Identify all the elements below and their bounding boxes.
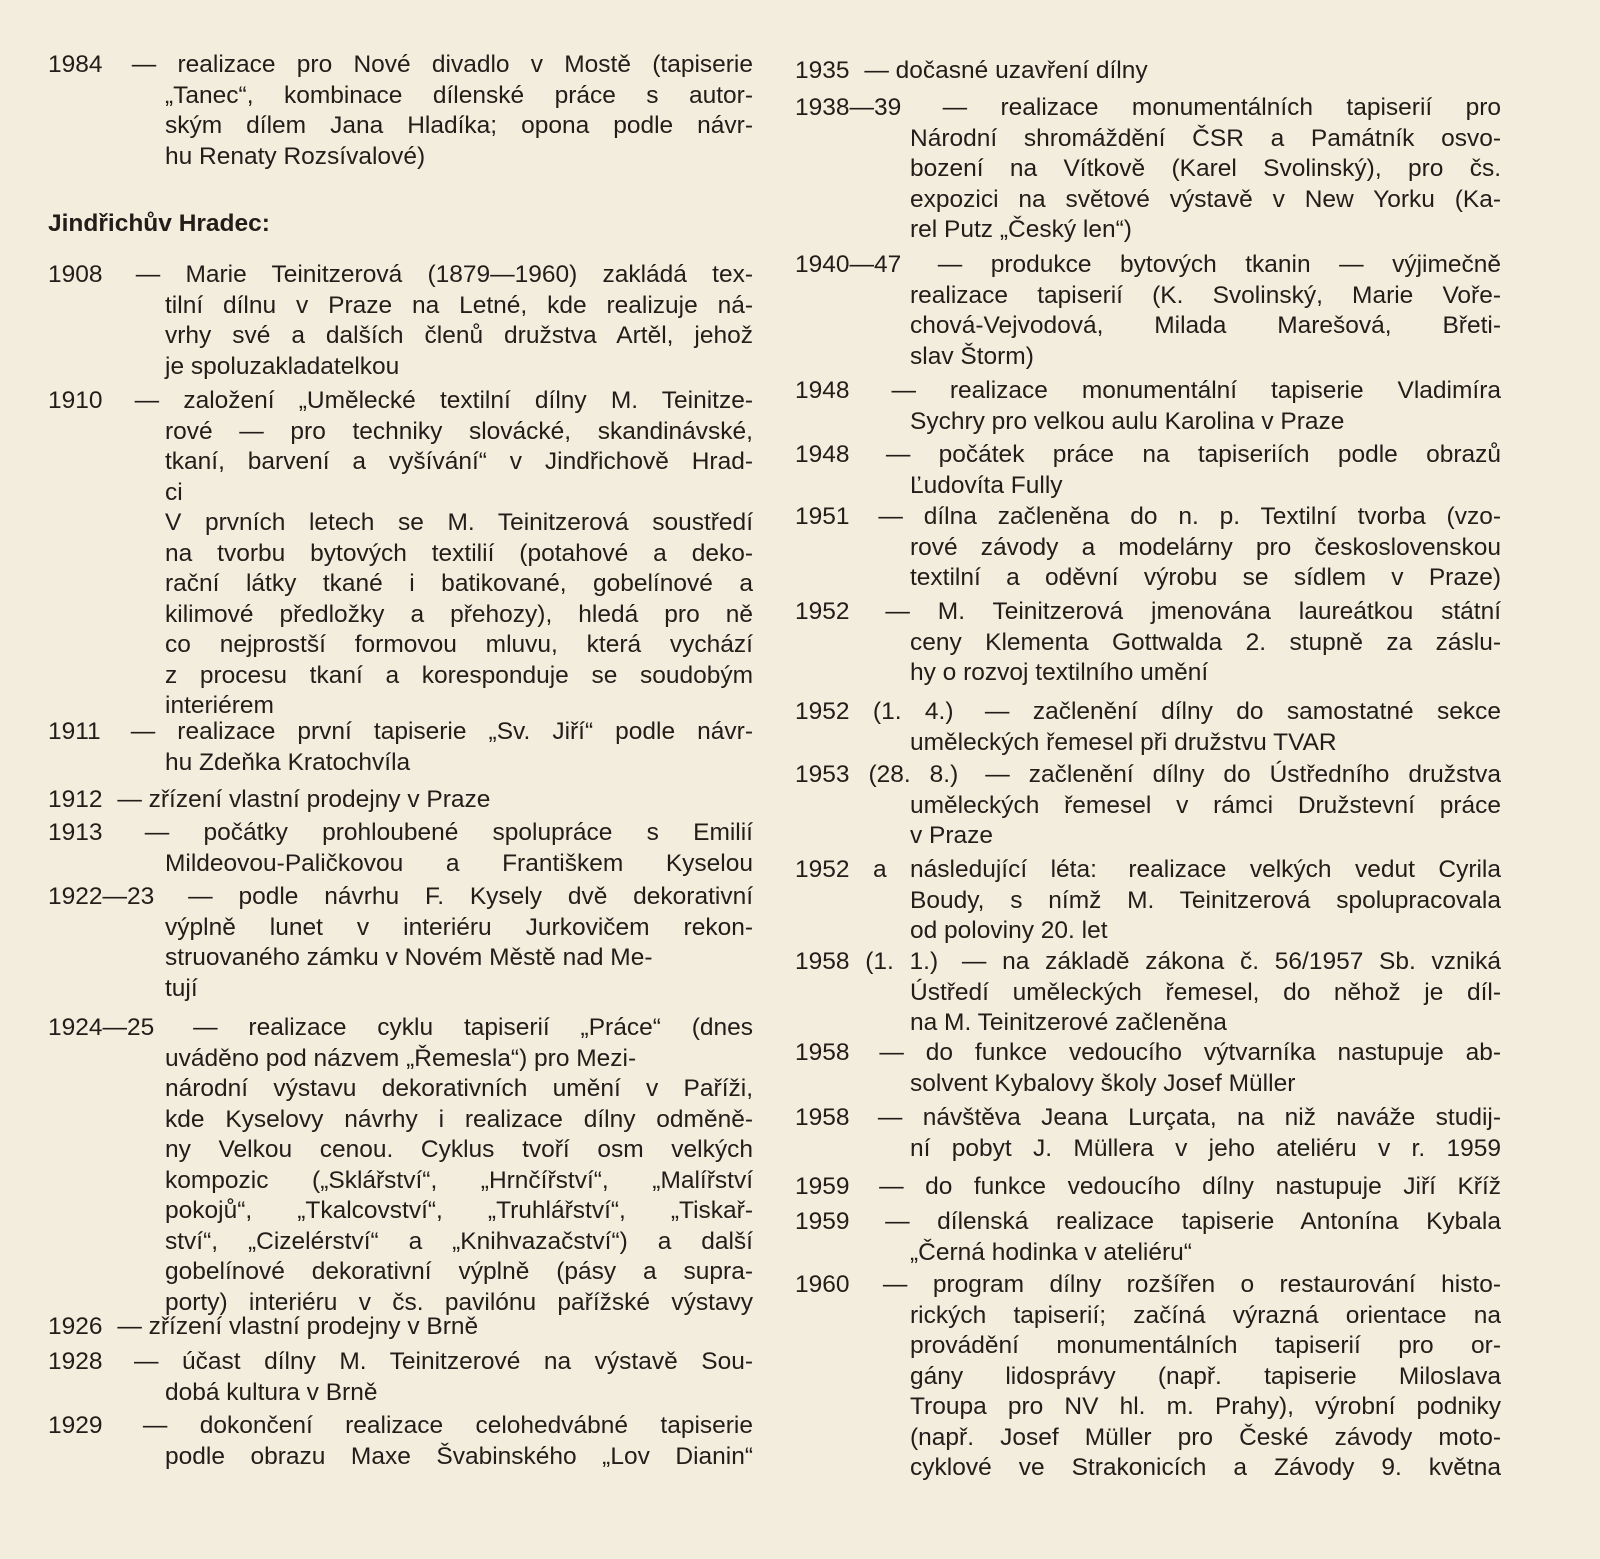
entry-text-line: uměleckých řemesel při družstvu TVAR (910, 728, 1337, 756)
entry-year: 1948 (795, 377, 850, 404)
chronology-entry (795, 1207, 1501, 1268)
entry-first-line (795, 697, 1501, 728)
entry-text-line: uváděno pod názvem „Řemesla“) pro Mezi- (165, 1044, 637, 1072)
chronology-entry (48, 785, 753, 816)
entry-year: 1952 a následující léta: (795, 856, 1097, 883)
entry-text-line: textilní a oděvní výrobu se sídlem v Praze) (910, 564, 1501, 591)
entry-year: 1960 (795, 1271, 850, 1298)
entry-year: 1952 (1. 4.) (795, 698, 954, 725)
entry-first-line (795, 597, 1501, 628)
entry-first-line (795, 56, 1501, 87)
entry-text: — M. Teinitzerová jmenována laureátkou státní (885, 598, 1502, 625)
entry-first-line (48, 1411, 753, 1442)
entry-text-line: hu Zdeňka Kratochvíla (165, 748, 411, 776)
entry-text-line: porty) interiéru v čs. pavilónu pařížské výstavy (165, 1288, 753, 1316)
entry-text-line: Boudy, s nímž M. Teinitzerová spolupracovala (910, 886, 1501, 914)
entry-text: — podle návrhu F. Kysely dvě dekorativní (188, 883, 754, 910)
entry-first-line (48, 1013, 753, 1044)
chronology-entry (795, 440, 1501, 501)
chronology-entry (795, 1270, 1501, 1484)
chronology-entry (48, 50, 753, 172)
entry-text: — účast dílny M. Teinitzerové na výstavě Sou- (134, 1348, 753, 1375)
entry-text-line: expozici na světové výstavě v New Yorku (Ka- (910, 185, 1501, 213)
entry-first-line (795, 93, 1501, 124)
entry-text: — počátek práce na tapiseriích podle obrazů (885, 441, 1501, 468)
entry-text-line: ceny Klementa Gottwalda 2. stupně za záslu- (910, 628, 1501, 656)
chronology-entry (48, 260, 753, 382)
chronology-entry (795, 760, 1501, 852)
entry-text: — program dílny rozšířen o restaurování histo- (882, 1271, 1502, 1298)
entry-text-line: rických tapiserií; začíná výrazná orientace na (910, 1301, 1501, 1329)
entry-first-line (48, 386, 753, 417)
entry-text-line: Ľudovíta Fully (910, 471, 1063, 499)
entry-year: 1926 (48, 1313, 103, 1340)
chronology-entry (48, 818, 753, 879)
entry-text-line: provádění monumentálních tapiserií pro or- (910, 1332, 1501, 1359)
entry-text: — na základě zákona č. 56/1957 Sb. vzniká (961, 948, 1501, 975)
chronology-entry (795, 1172, 1501, 1203)
entry-text-line: dobá kultura v Brně (165, 1378, 378, 1406)
entry-text-line: bození na Vítkově (Karel Svolinský), pro čs. (910, 155, 1501, 182)
entry-text-line: chová-Vejvodová, Milada Marešová, Břeti- (910, 312, 1501, 339)
entry-text: — založení „Umělecké textilní dílny M. Teinitze- (134, 387, 753, 414)
entry-text-line: uměleckých řemesel v rámci Družstevní práce (910, 791, 1501, 819)
entry-text-line: Národní shromáždění ČSR a Památník osvo- (910, 124, 1501, 152)
entry-year: 1952 (795, 598, 850, 625)
entry-text-line: od poloviny 20. let (910, 917, 1108, 944)
entry-year: 1911 (48, 718, 101, 745)
entry-text-line: vrhy své a dalších členů družstva Artěl, jehož (165, 322, 753, 349)
entry-text-line: národní výstavu dekorativních umění v Paříži, (165, 1075, 753, 1102)
entry-text-line: hu Renaty Rozsívalové) (165, 142, 426, 170)
entry-text-line: ci (165, 478, 183, 506)
entry-text-line: solvent Kybalovy školy Josef Müller (910, 1069, 1296, 1097)
entry-text: — počátky prohloubené spolupráce s Emilií (144, 819, 753, 846)
entry-first-line (795, 1172, 1501, 1203)
entry-text-line: Ústředí uměleckých řemesel, do něhož je díl- (910, 978, 1501, 1006)
entry-text-line: tkaní, barvení a vyšívání“ v Jindřichově Hrad- (165, 448, 753, 475)
entry-text-line: Troupa pro NV hl. m. Prahy), výrobní podniky (910, 1393, 1501, 1420)
entry-first-line (795, 440, 1501, 471)
entry-text-line: hy o rozvoj textilního umění (910, 659, 1209, 686)
entry-first-line (795, 376, 1501, 407)
entry-text-line: gobelínové dekorativní výplně (pásy a supra- (165, 1258, 753, 1285)
entry-text-line: rové — pro techniky slovácké, skandinávské, (165, 417, 753, 445)
chronology-entry (795, 697, 1501, 758)
entry-text-line: na M. Teinitzerové začleněna (910, 1009, 1227, 1036)
entry-first-line (795, 1270, 1501, 1301)
chronology-entry (795, 502, 1501, 594)
entry-text-line: realizace tapiserií (K. Svolinský, Marie Voře- (910, 281, 1501, 309)
entry-text: — realizace první tapiserie „Sv. Jiří“ podle návr- (130, 718, 753, 745)
entry-year: 1913 (48, 819, 103, 846)
entry-year: 1958 (1. 1.) (795, 948, 939, 975)
entry-first-line (795, 502, 1501, 533)
entry-year: 1912 (48, 786, 103, 813)
chronology-entry (795, 855, 1501, 947)
section-heading: Jindřichův Hradec: (48, 210, 270, 237)
entry-text-line: podle obrazu Maxe Švabinského „Lov Dianin“ (165, 1442, 753, 1470)
chronology-entry (48, 1411, 753, 1472)
entry-text-line: gány lidosprávy (např. tapiserie Miloslava (910, 1362, 1501, 1390)
entry-text-line: pokojů“, „Tkalcovství“, „Truhlářství“, „Tiskař- (165, 1197, 753, 1224)
entry-year: 1948 (795, 441, 850, 468)
entry-text-line: na tvorbu bytových textilií (potahové a deko- (165, 539, 753, 567)
entry-text: — začlenění dílny do samostatné sekce (984, 698, 1501, 725)
entry-text-line: tují (165, 974, 198, 1002)
entry-year: 1958 (795, 1039, 850, 1066)
chronology-entry (48, 1347, 753, 1408)
entry-text: — zřízení vlastní prodejny v Praze (117, 786, 491, 813)
chronology-entry (48, 1013, 753, 1318)
entry-first-line (48, 882, 753, 913)
entry-text: — do funkce vedoucího výtvarníka nastupuje ab- (879, 1039, 1502, 1066)
entry-year: 1959 (795, 1173, 850, 1200)
chronology-entry (795, 1038, 1501, 1099)
entry-text: — realizace pro Nové divadlo v Mostě (tapiserie (131, 51, 753, 78)
chronology-entry (795, 376, 1501, 437)
entry-text-line: V prvních letech se M. Teinitzerová soustředí (165, 509, 753, 536)
entry-text: — realizace monumentálních tapiserií pro (942, 94, 1501, 121)
entry-first-line (795, 1038, 1501, 1069)
entry-text: — dílna začleněna do n. p. Textilní tvorba (vzo- (878, 503, 1501, 530)
entry-year: 1922—23 (48, 883, 155, 910)
chronology-entry (48, 1312, 753, 1343)
entry-text-line: z procesu tkaní a koresponduje se soudobým (165, 661, 753, 689)
entry-text-line: rel Putz „Český len“) (910, 216, 1132, 243)
entry-text-line: „Černá hodinka v ateliéru“ (910, 1238, 1192, 1266)
entry-text-line: interiérem (165, 692, 274, 719)
entry-text-line: slav Štorm) (910, 342, 1034, 370)
entry-text-line: v Praze (910, 822, 994, 849)
entry-year: 1951 (795, 503, 850, 530)
entry-year: 1938—39 (795, 94, 902, 121)
entry-text-line: kilimové předložky a přehozy), hledá pro ně (165, 600, 753, 628)
entry-text-line: ství“, „Cizelérství“ a „Knihvazačství“) a další (165, 1227, 753, 1255)
chronology-entry (795, 597, 1501, 689)
entry-text-line: (např. Josef Müller pro České závody moto- (910, 1423, 1501, 1451)
entry-first-line (48, 50, 753, 81)
entry-first-line (795, 760, 1501, 791)
entry-text: — zřízení vlastní prodejny v Brně (117, 1313, 479, 1340)
entry-text-line: ny Velkou cenou. Cyklus tvoří osm velkých (165, 1136, 753, 1163)
entry-text: — do funkce vedoucího dílny nastupuje Jiří Kříž (879, 1173, 1502, 1200)
entry-first-line (48, 785, 753, 816)
entry-first-line (795, 1207, 1501, 1238)
entry-year: 1928 (48, 1348, 103, 1375)
entry-text-line: kompozic („Sklářství“, „Hrnčířství“, „Malířství (165, 1166, 753, 1194)
entry-year: 1959 (795, 1208, 850, 1235)
entry-year: 1935 (795, 57, 850, 84)
chronology-entry (48, 882, 753, 1004)
entry-first-line (795, 1103, 1501, 1134)
entry-text-line: je spoluzakladatelkou (165, 352, 400, 380)
entry-text: — začlenění dílny do Ústředního družstva (985, 761, 1501, 788)
entry-text: — realizace cyklu tapiserií „Práce“ (dnes (193, 1014, 753, 1041)
chronology-entry (48, 386, 753, 722)
entry-text-line: „Tanec“, kombinace dílenské práce s autor- (165, 81, 753, 109)
entry-text-line: kde Kyselovy návrhy i realizace dílny odměně- (165, 1105, 753, 1133)
entry-text-line: ní pobyt J. Müllera v jeho ateliéru v r. 1959 (910, 1134, 1501, 1162)
entry-first-line (48, 1347, 753, 1378)
entry-text-line: rové závody a modelárny pro československou (910, 533, 1501, 561)
entry-first-line (795, 947, 1501, 978)
chronology-entry (795, 1103, 1501, 1164)
entry-text: — dílenská realizace tapiserie Antonína Kybala (885, 1208, 1501, 1235)
entry-first-line (48, 818, 753, 849)
entry-year: 1984 (48, 51, 103, 78)
chronology-entry (795, 947, 1501, 1039)
entry-text-line: ským dílem Jana Hladíka; opona podle návr- (165, 112, 753, 139)
entry-text-line: Mildeovou-Paličkovou a Františkem Kyselou (165, 849, 753, 877)
entry-text: — návštěva Jeana Lurçata, na niž naváže studij- (877, 1104, 1501, 1131)
entry-text: realizace velkých vedut Cyrila (1128, 856, 1501, 883)
entry-first-line (795, 250, 1501, 281)
entry-year: 1940—47 (795, 251, 902, 278)
entry-text-line: rační látky tkané i batikované, gobelínové a (165, 570, 753, 597)
entry-text-line: cyklové ve Strakonicích a Závody 9. května (910, 1454, 1501, 1481)
entry-text: — Marie Teinitzerová (1879—1960) zakládá tex- (135, 261, 753, 288)
entry-first-line (48, 260, 753, 291)
entry-year: 1924—25 (48, 1014, 155, 1041)
chronology-entry (795, 250, 1501, 372)
entry-year: 1953 (28. 8.) (795, 761, 959, 788)
entry-year: 1910 (48, 387, 103, 414)
entry-text: — dočasné uzavření dílny (864, 57, 1148, 84)
entry-first-line (48, 717, 753, 748)
chronology-entry (48, 717, 753, 778)
entry-year: 1908 (48, 261, 103, 288)
entry-text-line: Sychry pro velkou aulu Karolina v Praze (910, 407, 1345, 435)
entry-text-line: co nejprostší formovou mluvu, která vychází (165, 631, 753, 658)
entry-text: — produkce bytových tkanin — výjimečně (937, 251, 1501, 278)
entry-text-line: tilní dílnu v Praze na Letné, kde realizuje ná- (165, 291, 753, 319)
entry-first-line (795, 855, 1501, 886)
entry-text-line: výplně lunet v interiéru Jurkovičem rekon- (165, 913, 753, 941)
entry-text: — dokončení realizace celohedvábné tapiserie (142, 1412, 753, 1439)
entry-year: 1929 (48, 1412, 103, 1439)
entry-text-line: struovaného zámku v Novém Městě nad Me- (165, 944, 653, 971)
entry-first-line (48, 1312, 753, 1343)
entry-year: 1958 (795, 1104, 850, 1131)
entry-text: — realizace monumentální tapiserie Vladimíra (891, 377, 1501, 404)
chronology-entry (795, 56, 1501, 87)
chronology-entry (795, 93, 1501, 246)
